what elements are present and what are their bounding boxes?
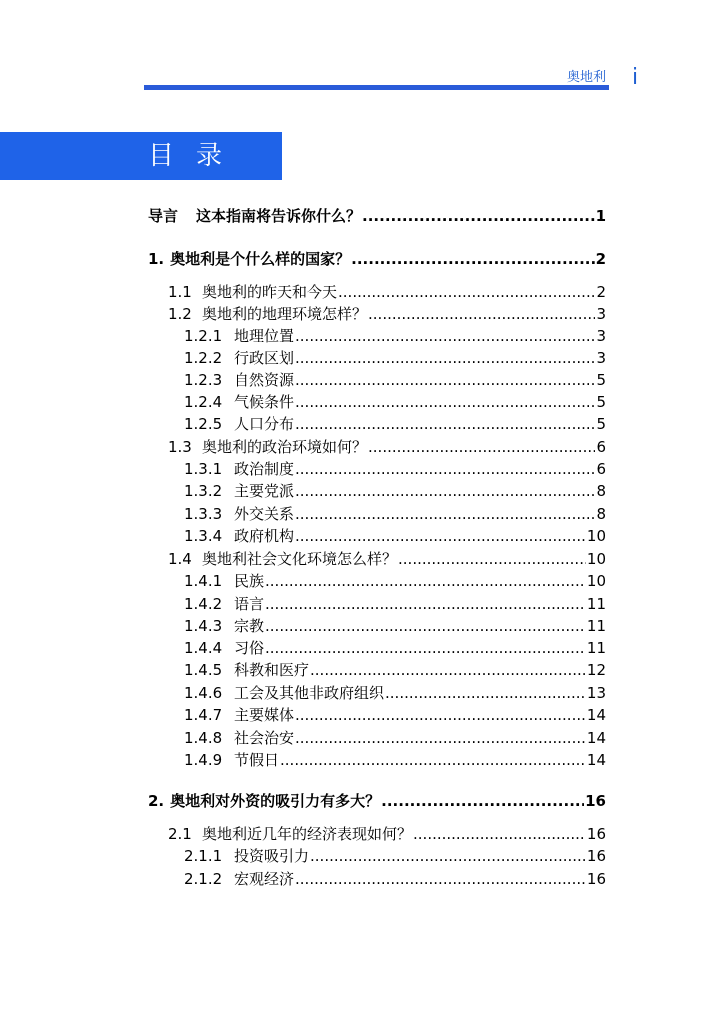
toc-leader-dots	[295, 869, 586, 889]
toc-entry-number: 1.4.3	[184, 617, 223, 635]
toc-entry[interactable]	[184, 414, 606, 434]
toc-leader-dots	[295, 504, 595, 524]
toc-entry-number: 2.1.1	[184, 847, 223, 865]
toc-entry-page: 13	[586, 684, 606, 702]
toc-entry-title: 投资吸引力	[234, 847, 310, 865]
toc-entry-title: 奥地利社会文化环境怎么样？	[202, 550, 398, 568]
toc-entry-page: 16	[586, 847, 606, 865]
toc-entry-number: 导言	[148, 207, 179, 225]
page-title: 目录	[148, 141, 245, 171]
toc-leader-dots	[381, 791, 584, 811]
toc-entry[interactable]	[168, 282, 606, 302]
toc-entry-number: 1.4	[168, 550, 192, 568]
toc-entry-page: 16	[586, 870, 606, 888]
toc-entry-page: 11	[586, 617, 606, 635]
toc-entry-number: 1.2	[168, 305, 192, 323]
toc-entry-title: 政府机构	[234, 527, 295, 545]
toc-leader-dots	[295, 326, 595, 346]
toc-entry[interactable]	[184, 728, 606, 748]
toc-entry[interactable]	[148, 206, 606, 226]
toc-entry[interactable]	[184, 481, 606, 501]
toc-entry-number: 2.1.2	[184, 870, 223, 888]
toc-entry-page: 16	[586, 825, 606, 843]
toc-entry-page: 5	[596, 415, 606, 433]
toc-leader-dots	[413, 824, 586, 844]
toc-entry[interactable]	[184, 504, 606, 524]
toc-entry[interactable]	[148, 791, 606, 811]
toc-leader-dots	[368, 304, 595, 324]
toc-entry-title: 主要媒体	[234, 706, 295, 724]
toc-entry[interactable]	[168, 824, 606, 844]
toc-entry-page: 2	[595, 250, 606, 268]
toc-entry-page: 10	[586, 550, 606, 568]
toc-entry-title: 地理位置	[234, 327, 295, 345]
toc-entry-title: 政治制度	[234, 460, 295, 478]
toc-leader-dots	[265, 594, 586, 614]
toc-entry-number: 1.	[148, 250, 165, 268]
toc-entry-title: 节假日	[234, 751, 280, 769]
toc-leader-dots	[265, 638, 586, 658]
toc-entry-page: 1	[595, 207, 606, 225]
toc-entry[interactable]	[184, 526, 606, 546]
toc-leader-dots	[295, 705, 586, 725]
toc-entry-number: 1.2.2	[184, 349, 223, 367]
toc-entry[interactable]	[184, 392, 606, 412]
toc-entry-title: 主要党派	[234, 482, 295, 500]
header-rule	[144, 85, 609, 90]
toc-leader-dots	[295, 370, 595, 390]
toc-entry-number: 1.2.4	[184, 393, 223, 411]
toc-entry[interactable]	[184, 370, 606, 390]
toc-entry[interactable]	[184, 750, 606, 770]
toc-entry-title: 工会及其他非政府组织	[234, 684, 385, 702]
toc-entry-page: 12	[586, 661, 606, 679]
toc-entry-page: 6	[596, 460, 606, 478]
toc-leader-dots	[265, 571, 586, 591]
toc-entry-number: 1.4.8	[184, 729, 223, 747]
toc-entry-number: 1.4.7	[184, 706, 223, 724]
toc-entry-number: 1.3	[168, 438, 192, 456]
toc-entry-number: 2.1	[168, 825, 192, 843]
toc-entry-title: 外交关系	[234, 505, 295, 523]
toc-entry[interactable]	[184, 869, 606, 889]
toc-entry-title: 奥地利是个什么样的国家？	[170, 250, 351, 268]
toc-entry-title: 奥地利对外资的吸引力有多大？	[170, 792, 381, 810]
toc-entry-page: 3	[596, 349, 606, 367]
toc-leader-dots	[295, 481, 595, 501]
toc-leader-dots	[362, 206, 595, 226]
toc-leader-dots	[385, 683, 586, 703]
toc-entry[interactable]	[184, 326, 606, 346]
toc-entry-page: 14	[586, 729, 606, 747]
toc-entry-page: 5	[596, 393, 606, 411]
toc-entry-number: 1.3.1	[184, 460, 223, 478]
toc-entry-number: 1.2.5	[184, 415, 223, 433]
toc-entry-number: 1.3.3	[184, 505, 223, 523]
toc-entry-number: 1.2.3	[184, 371, 223, 389]
toc-entry-title: 自然资源	[234, 371, 295, 389]
toc-entry-page: 8	[596, 482, 606, 500]
toc-entry-number: 1.3.2	[184, 482, 223, 500]
toc-leader-dots	[295, 392, 595, 412]
toc-entry-title: 民族	[234, 572, 265, 590]
toc-leader-dots	[265, 616, 586, 636]
toc-entry-title: 这本指南将告诉你什么？	[196, 207, 362, 225]
toc-leader-dots	[351, 249, 594, 269]
toc-entry[interactable]	[184, 683, 606, 703]
toc-leader-dots	[295, 348, 595, 368]
toc-leader-dots	[310, 846, 586, 866]
toc-entry-page: 11	[586, 595, 606, 613]
toc-leader-dots	[310, 660, 586, 680]
toc-entry-title: 宗教	[234, 617, 265, 635]
toc-leader-dots	[368, 437, 595, 457]
toc-leader-dots	[338, 282, 595, 302]
running-header-page-number: i	[632, 65, 639, 90]
toc-entry-number: 1.2.1	[184, 327, 223, 345]
toc-leader-dots	[295, 414, 595, 434]
toc-entry[interactable]	[168, 549, 606, 569]
toc-entry-title: 奥地利的政治环境如何？	[202, 438, 368, 456]
toc-entry-page: 10	[586, 572, 606, 590]
toc-entry-title: 人口分布	[234, 415, 295, 433]
toc-entry[interactable]	[184, 705, 606, 725]
toc-leader-dots	[280, 750, 586, 770]
toc-entry-title: 气候条件	[234, 393, 295, 411]
toc-entry-number: 2.	[148, 792, 165, 810]
toc-entry-page: 3	[596, 327, 606, 345]
toc-leader-dots	[398, 549, 586, 569]
toc-entry-page: 3	[596, 305, 606, 323]
toc-entry-title: 社会治安	[234, 729, 295, 747]
toc-entry-title: 奥地利的地理环境怎样？	[202, 305, 368, 323]
toc-entry-number: 1.4.1	[184, 572, 223, 590]
toc-entry[interactable]	[184, 459, 606, 479]
toc-entry[interactable]	[168, 304, 606, 324]
toc-entry-page: 10	[586, 527, 606, 545]
toc-entry-number: 1.3.4	[184, 527, 223, 545]
toc-entry-number: 1.1	[168, 283, 192, 301]
toc-entry[interactable]	[184, 660, 606, 680]
toc-entry-number: 1.4.2	[184, 595, 223, 613]
toc-entry[interactable]	[184, 348, 606, 368]
toc-entry-title: 科教和医疗	[234, 661, 310, 679]
toc-leader-dots	[295, 526, 586, 546]
toc-entry-page: 11	[586, 639, 606, 657]
toc-entry-page: 14	[586, 706, 606, 724]
toc-entry-page: 14	[586, 751, 606, 769]
toc-entry-page: 8	[596, 505, 606, 523]
toc-entry-number: 1.4.6	[184, 684, 223, 702]
toc-entry-page: 2	[596, 283, 606, 301]
toc-entry[interactable]	[184, 594, 606, 614]
toc-entry-number: 1.4.4	[184, 639, 223, 657]
toc-entry[interactable]	[184, 846, 606, 866]
toc-entry[interactable]	[168, 437, 606, 457]
toc-entry-title: 行政区划	[234, 349, 295, 367]
toc-entry-number: 1.4.9	[184, 751, 223, 769]
toc-entry-title: 语言	[234, 595, 265, 613]
toc-entry-title: 宏观经济	[234, 870, 295, 888]
toc-leader-dots	[295, 728, 586, 748]
toc-entry[interactable]	[184, 616, 606, 636]
toc-leader-dots	[295, 459, 595, 479]
toc-entry-title: 习俗	[234, 639, 265, 657]
toc-entry-title: 奥地利的昨天和今天	[202, 283, 338, 301]
toc-entry-page: 16	[585, 792, 606, 810]
toc-entry-page: 5	[596, 371, 606, 389]
toc-entry[interactable]	[184, 571, 606, 591]
toc-entry[interactable]	[148, 249, 606, 269]
toc-entry-number: 1.4.5	[184, 661, 223, 679]
toc-entry-page: 6	[596, 438, 606, 456]
toc-entry-title: 奥地利近几年的经济表现如何？	[202, 825, 413, 843]
running-header-country: 奥地利	[566, 70, 606, 85]
title-block	[0, 132, 282, 180]
toc-entry[interactable]	[184, 638, 606, 658]
